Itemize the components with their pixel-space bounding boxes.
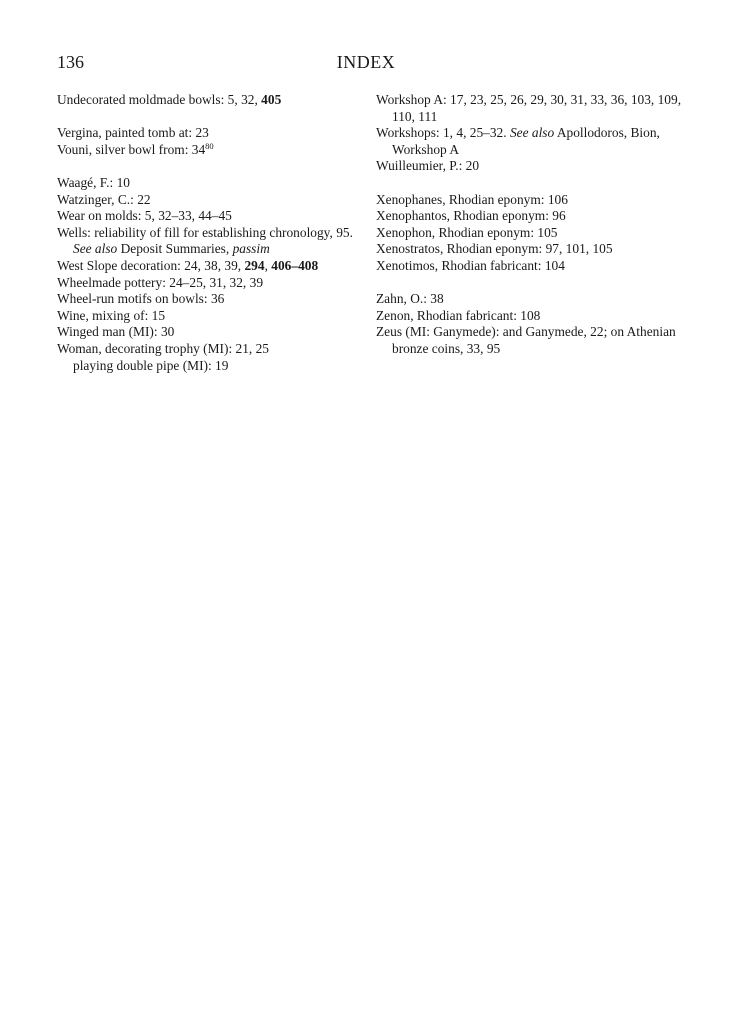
index-entry: Zahn, O.: 38 — [376, 291, 444, 307]
index-entry: Wine, mixing of: 15 — [57, 307, 166, 323]
index-group-x — [376, 192, 682, 275]
index-entry: Wheel-run motifs on bowls: 36 — [57, 291, 225, 307]
page-number: 136 — [57, 52, 84, 72]
index-entry: Wheelmade pottery: 24–25, 31, 32, 39 — [57, 274, 264, 290]
index-column-right — [376, 92, 682, 374]
index-entry: Watzinger, C.: 22 — [57, 191, 151, 207]
index-group-v — [57, 125, 367, 158]
index-entry: Wells: reliability of fill for establishing chronology, 95. See also Deposit Summaries, passim — [57, 224, 353, 257]
index-entry: Waagé, F.: 10 — [57, 174, 130, 190]
index-entry: Zenon, Rhodian fabricant: 108 — [376, 307, 541, 323]
index-entry: Vouni, silver bowl from: $34^{80}$ — [57, 140, 214, 157]
page-title: INDEX — [336, 52, 396, 72]
index-entry: Wuilleumier, P.: 20 — [376, 158, 480, 174]
index-entry: Winged man (MI): 30 — [57, 324, 175, 340]
index-entry: Xenophon, Rhodian eponym: 105 — [376, 224, 558, 240]
index-entry: West Slope decoration: 24, 38, 39, 294, 406–408 — [57, 257, 319, 273]
index-entry: Wear on molds: 5, 32–33, 44–45 — [57, 208, 232, 224]
index-entry: Workshops: 1, 4, 25–32. See also Apollodoros, Bion, Workshop A — [376, 125, 660, 157]
index-entry: Xenotimos, Rhodian fabricant: 104 — [376, 257, 565, 273]
index-column-left — [57, 92, 367, 391]
index-entry: Undecorated moldmade bowls: 5, 32, 405 — [57, 92, 282, 107]
index-entry: Xenophanes, Rhodian eponym: 106 — [376, 191, 568, 207]
index-entry: Xenostratos, Rhodian eponym: 97, 101, 105 — [376, 241, 613, 257]
index-group-w-cont — [376, 92, 682, 175]
index-group-u — [57, 92, 367, 109]
index-subentry: playing double pipe (MI): 19 — [73, 357, 229, 373]
index-entry: Xenophantos, Rhodian eponym: 96 — [376, 208, 566, 224]
index-entry: Workshop A: 17, 23, 25, 26, 29, 30, 31, 33, 36, 103, 109, 110, 111 — [376, 92, 682, 124]
index-group-z — [376, 291, 682, 357]
index-entry: Vergina, painted tomb at: 23 — [57, 125, 209, 141]
index-entry: Woman, decorating trophy (MI): 21, 25 — [57, 340, 270, 356]
index-entry: Zeus (MI: Ganymede): and Ganymede, 22; on Athenian bronze coins, 33, 95 — [376, 324, 676, 356]
index-group-w — [57, 175, 367, 374]
